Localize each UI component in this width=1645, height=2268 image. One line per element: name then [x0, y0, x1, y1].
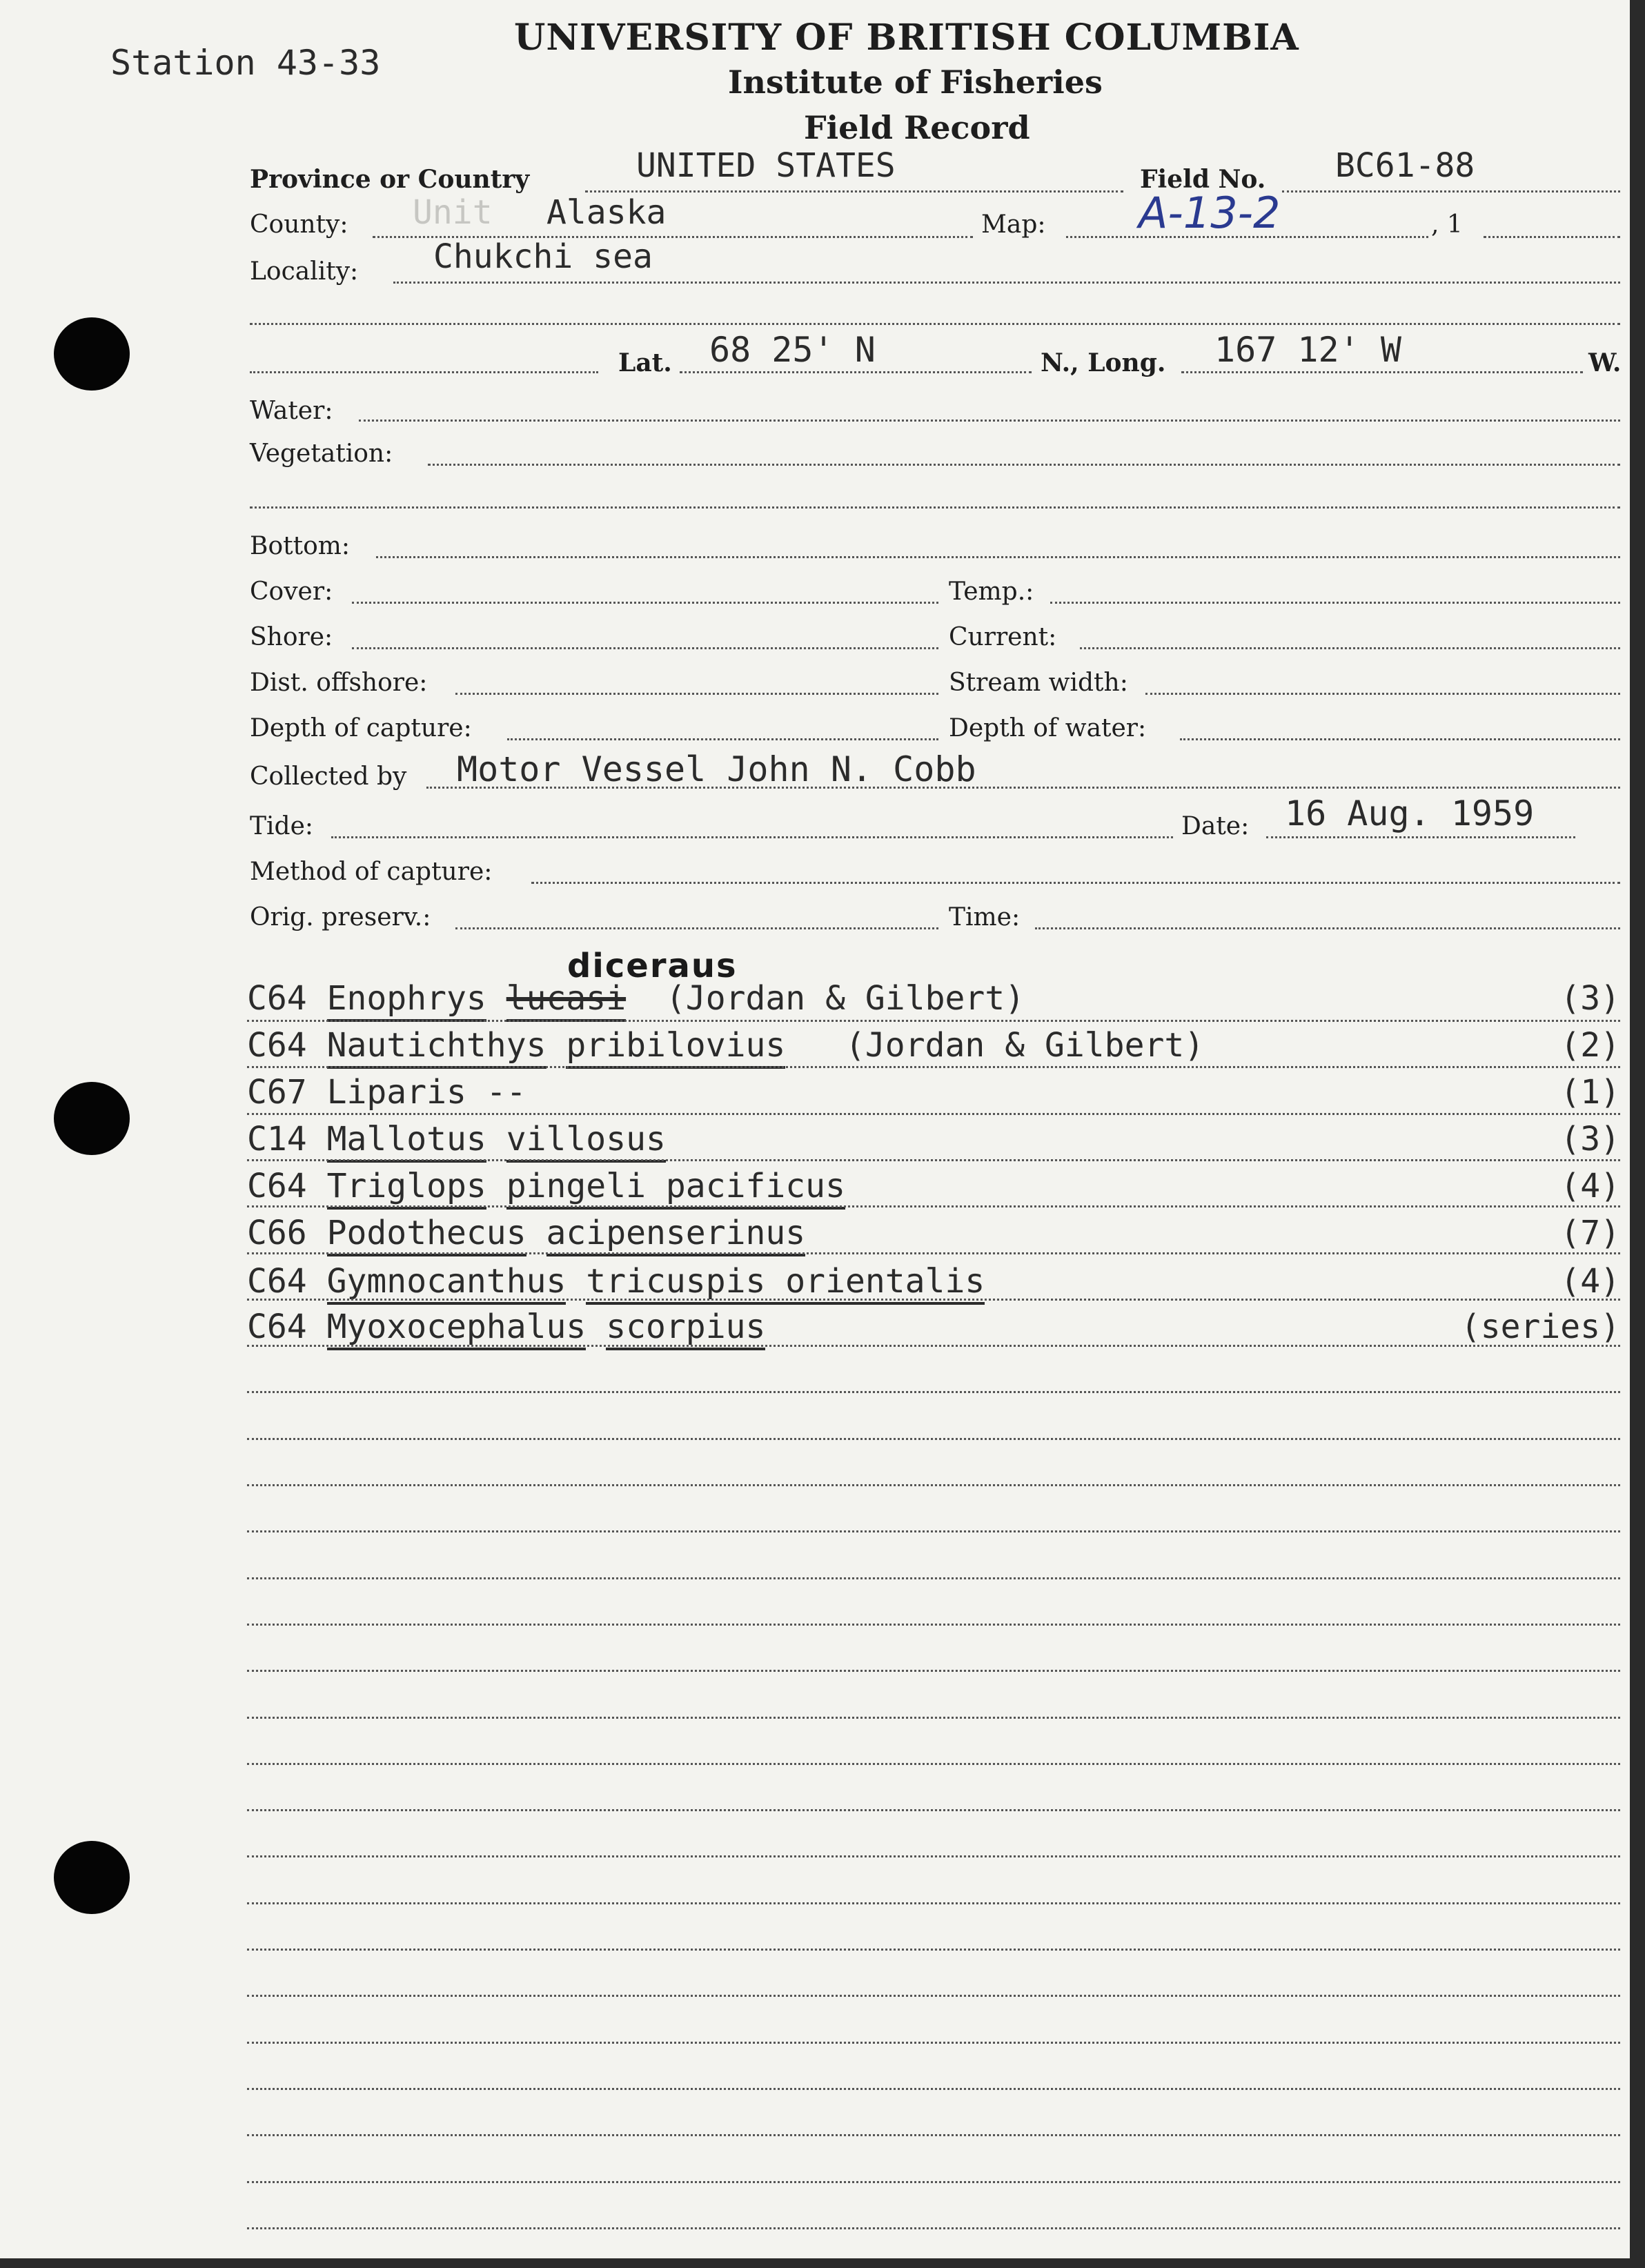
tide-line [331, 836, 1173, 838]
species-code: C64 [247, 1308, 307, 1346]
dist-offshore-label: Dist. offshore: [250, 669, 428, 697]
species-code: C64 [247, 979, 307, 1018]
species-row [247, 1263, 1620, 1300]
long-value: 167 12' W [1214, 330, 1401, 370]
map-value: A-13-2 [1139, 188, 1281, 238]
province-value: UNITED STATES [636, 146, 896, 185]
punch-hole [54, 317, 130, 391]
temp-label: Temp.: [949, 578, 1034, 606]
species-inserted-name: diceraus [567, 947, 738, 985]
locality-value: Chukchi sea [433, 237, 653, 276]
scan-edge-bottom [0, 2258, 1645, 2268]
species-count: (series) [1460, 1308, 1620, 1346]
depth-capture-line [507, 738, 938, 740]
species-code: C64 [247, 1167, 307, 1205]
field-no-value: BC61-88 [1335, 146, 1475, 185]
lat-line [680, 371, 1032, 373]
species-epithet: pribilovius [566, 1026, 785, 1069]
ruled-line [247, 1113, 1620, 1115]
county-faint-erased: Unit [413, 193, 493, 232]
vegetation-label: Vegetation: [250, 440, 393, 468]
date-label: Date: [1181, 812, 1250, 840]
map-suffix: , 1 [1431, 210, 1463, 239]
scan-edge-right [1630, 0, 1645, 2268]
university-name: UNIVERSITY OF BRITISH COLUMBIA [514, 17, 1299, 59]
time-label: Time: [949, 903, 1021, 931]
species-epithet: pingeli pacificus [506, 1167, 845, 1210]
ruled-line [247, 2134, 1620, 2136]
cover-line [352, 602, 938, 604]
ruled-line [247, 1530, 1620, 1532]
orig-preserv-label: Orig. preserv.: [250, 903, 431, 931]
depth-water-label: Depth of water: [949, 714, 1147, 742]
punch-hole [54, 1082, 130, 1155]
cover-label: Cover: [250, 578, 333, 606]
time-line [1035, 927, 1620, 929]
tide-label: Tide: [250, 812, 314, 840]
province-line [585, 190, 1123, 193]
ruled-line [247, 1809, 1620, 1811]
species-epithet: tricuspis orientalis [586, 1262, 985, 1305]
species-count: (1) [1560, 1073, 1620, 1112]
species-genus: Triglops [327, 1167, 486, 1210]
province-label: Province or Country [250, 165, 530, 194]
ruled-line [247, 2088, 1620, 2090]
shore-line [352, 647, 938, 649]
ruled-line [247, 1624, 1620, 1626]
ruled-line [247, 1902, 1620, 1904]
species-count: (7) [1560, 1214, 1620, 1252]
field-no-line [1282, 190, 1620, 193]
ruled-line [247, 1717, 1620, 1719]
depth-water-line [1180, 738, 1620, 740]
ruled-line [247, 2181, 1620, 2183]
species-genus: Myoxocephalus [327, 1308, 587, 1350]
water-line [359, 420, 1620, 422]
date-line [1266, 836, 1575, 838]
ruled-line [247, 1670, 1620, 1672]
ruled-line [247, 2042, 1620, 2044]
ruled-line [247, 1391, 1620, 1393]
shore-label: Shore: [250, 623, 333, 651]
species-genus: Liparis -- [326, 1073, 526, 1112]
locality-line-2 [250, 323, 1620, 325]
stream-width-label: Stream width: [949, 669, 1128, 697]
current-label: Current: [949, 623, 1057, 651]
w-label: W. [1588, 348, 1622, 377]
ruled-line [247, 1855, 1620, 1857]
county-label: County: [250, 210, 348, 239]
current-line [1080, 647, 1620, 649]
species-row [247, 1308, 1620, 1345]
species-genus: Nautichthys [327, 1026, 546, 1069]
institute-name: Institute of Fisheries [728, 63, 1103, 101]
ruled-line [247, 1949, 1620, 1951]
ruled-line [247, 2227, 1620, 2229]
depth-capture-label: Depth of capture: [250, 714, 472, 742]
temp-line [1050, 602, 1620, 604]
long-label: N., Long. [1041, 348, 1166, 377]
record-title: Field Record [804, 109, 1030, 146]
species-row [247, 1074, 1620, 1111]
species-author: (Jordan & Gilbert) [665, 979, 1025, 1018]
bottom-label: Bottom: [250, 532, 351, 560]
species-epithet: villosus [506, 1120, 666, 1163]
species-count: (4) [1560, 1262, 1620, 1301]
punch-hole [54, 1841, 130, 1914]
species-code: C14 [247, 1120, 307, 1158]
species-genus: Gymnocanthus [327, 1262, 567, 1305]
collected-by-label: Collected by [250, 762, 407, 791]
ruled-line [247, 1995, 1620, 1997]
map-label: Map: [981, 210, 1046, 239]
species-genus: Mallotus [327, 1120, 486, 1163]
species-count: (3) [1560, 979, 1620, 1018]
stream-width-line [1145, 693, 1620, 695]
species-author: (Jordan & Gilbert) [845, 1026, 1205, 1065]
species-count: (3) [1560, 1120, 1620, 1158]
species-struck-name: lucasi [506, 979, 626, 1022]
field-no-label: Field No. [1140, 165, 1266, 194]
ruled-line [247, 1252, 1620, 1254]
county-value: Alaska [546, 193, 667, 232]
long-line [1181, 371, 1583, 373]
collected-by-value: Motor Vessel John N. Cobb [457, 749, 976, 789]
ruled-line [247, 1020, 1620, 1022]
date-value: 16 Aug. 1959 [1285, 793, 1535, 834]
ruled-line [247, 1577, 1620, 1579]
bottom-line [376, 556, 1620, 558]
species-row [247, 1027, 1620, 1064]
species-code: C64 [247, 1262, 307, 1301]
ruled-line [247, 1299, 1620, 1301]
species-count: (4) [1560, 1167, 1620, 1205]
vegetation-line-2 [250, 506, 1620, 509]
ruled-line [247, 1763, 1620, 1765]
ruled-line [247, 1066, 1620, 1068]
vegetation-line [428, 464, 1620, 466]
species-row [247, 980, 1620, 1017]
orig-preserv-line [455, 927, 938, 929]
dist-offshore-line [455, 693, 938, 695]
species-genus: Enophrys [327, 979, 486, 1022]
locality-line [393, 282, 1620, 284]
locality-label: Locality: [250, 257, 359, 286]
species-count: (2) [1560, 1026, 1620, 1065]
lat-label: Lat. [618, 348, 672, 377]
ruled-line [247, 1345, 1620, 1347]
species-code: C64 [247, 1026, 307, 1065]
station-number: Station 43-33 [110, 43, 381, 83]
map-suffix-line [1484, 236, 1620, 238]
method-label: Method of capture: [250, 858, 493, 886]
ruled-line [247, 1205, 1620, 1207]
water-label: Water: [250, 397, 333, 425]
species-row [247, 1214, 1620, 1252]
lat-value: 68 25' N [709, 330, 876, 370]
ruled-line [247, 1484, 1620, 1486]
species-code: C66 [247, 1214, 307, 1252]
ruled-line [247, 1159, 1620, 1161]
ruled-line [247, 1438, 1620, 1440]
species-code: C67 [247, 1073, 307, 1112]
method-line [531, 882, 1620, 884]
species-epithet: scorpius [606, 1308, 765, 1350]
species-row [247, 1121, 1620, 1158]
species-epithet: acipenserinus [546, 1214, 806, 1256]
lat-lead-line [250, 371, 598, 373]
species-genus: Podothecus [327, 1214, 526, 1256]
species-row [247, 1167, 1620, 1205]
